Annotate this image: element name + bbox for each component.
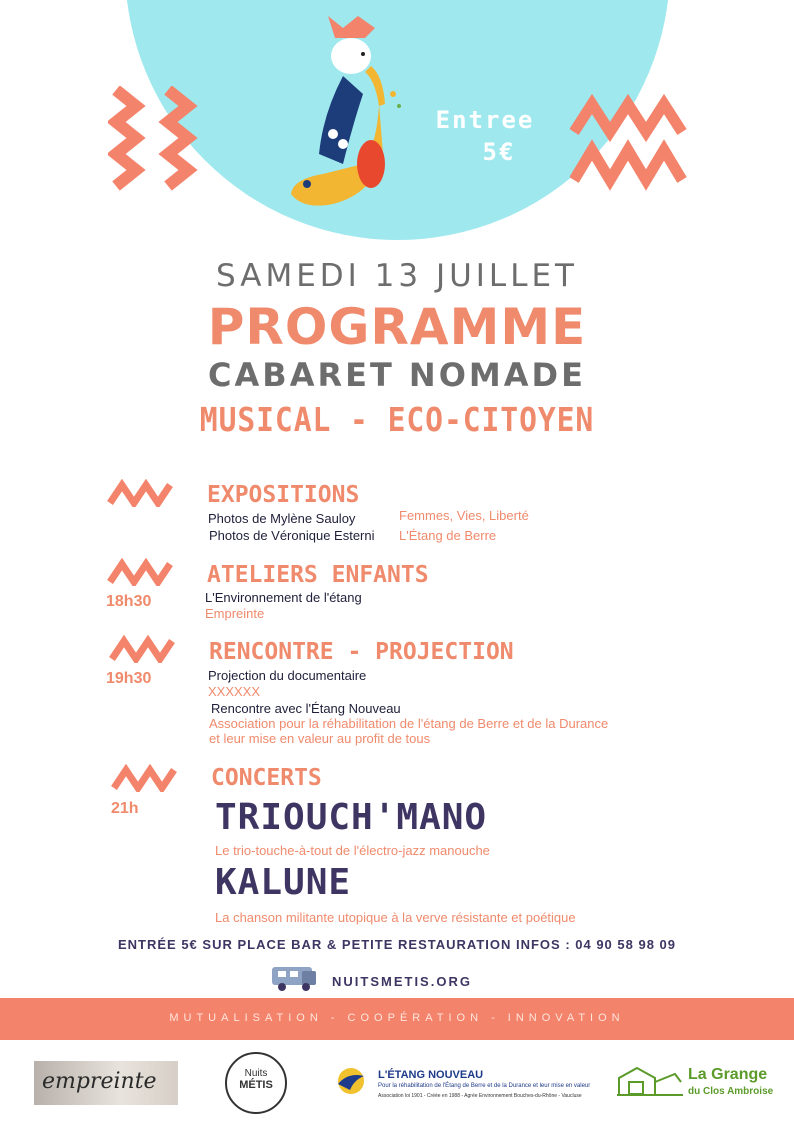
ateliers-line1: L'Environnement de l'étang (205, 590, 362, 605)
section-title-concerts: CONCERTS (211, 765, 322, 791)
section-title-ateliers: ATELIERS ENFANTS (207, 562, 429, 588)
ateliers-time: 18h30 (106, 593, 152, 610)
footer-band (0, 998, 794, 1040)
band-desc-triouchmano: Le trio-touche-à-tout de l'électro-jazz manouche (215, 843, 490, 858)
saxophone-player-illustration (283, 14, 413, 214)
entry-label: Entree (435, 106, 535, 134)
zigzag-marker-icon (111, 764, 181, 792)
rencontre-time: 19h30 (106, 670, 152, 687)
zigzag-right-decoration (570, 92, 690, 192)
zigzag-left-decoration (108, 86, 208, 198)
nuits-logo-line1: Nuits (244, 1068, 268, 1079)
nuits-logo-line2: MÉTIS (239, 1079, 273, 1091)
section-title-expositions: EXPOSITIONS (207, 482, 360, 508)
band-desc-kalune: La chanson militante utopique à la verve résistante et poétique (215, 910, 576, 925)
empreinte-logo-text: empreinte (42, 1069, 157, 1094)
etang-nouveau-title: L'ÉTANG NOUVEAU (378, 1069, 484, 1081)
zigzag-marker-icon (109, 635, 179, 663)
nuits-metis-logo (225, 1052, 287, 1114)
footer-tagline: MUTUALISATION - COOPÉRATION - INNOVATION (169, 1012, 625, 1024)
expo-line2-work: L'Étang de Berre (399, 528, 497, 543)
zigzag-marker-icon (107, 558, 177, 586)
etang-nouveau-bird-icon (334, 1066, 368, 1096)
expo-line2-author: Photos de Véronique Esterni (209, 528, 375, 543)
rencontre-line4: Association pour la réhabilitation de l'étang de Berre et de la Durance (209, 716, 609, 731)
rencontre-line3: Rencontre avec l'Étang Nouveau (211, 701, 401, 716)
expo-line1-work: Femmes, Vies, Liberté (399, 508, 529, 523)
grange-logo-subtitle: du Clos Ambroise (688, 1086, 774, 1097)
band-name-kalune: KALUNE (215, 862, 352, 903)
musical-subtitle: MUSICAL - ECO-CITOYEN (199, 400, 595, 439)
empreinte-logo (34, 1061, 178, 1105)
grange-barn-icon (615, 1064, 685, 1098)
section-title-rencontre: RENCONTRE - PROJECTION (209, 639, 514, 665)
etang-nouveau-subtitle: Pour la réhabilitation de l'Étang de Berre et de la Durance et leur mise en valeur (378, 1083, 591, 1089)
ateliers-line2: Empreinte (205, 606, 265, 621)
etang-nouveau-subtitle2: Association loi 1901 - Créée en 1988 - Agrée Environnement Bouches-du-Rhône - Vaucluse (378, 1093, 582, 1099)
website-link[interactable]: NUITSMETIS.ORG (332, 974, 472, 989)
event-date: SAMEDI 13 JUILLET (215, 258, 578, 294)
concerts-time: 21h (111, 800, 139, 817)
expo-line1-author: Photos de Mylène Sauloy (208, 511, 356, 526)
rencontre-line1: Projection du documentaire (208, 668, 367, 683)
programme-title: PROGRAMME (207, 298, 587, 356)
entry-price-badge (425, 104, 545, 168)
rencontre-line2: XXXXXX (208, 684, 261, 699)
van-icon (270, 963, 320, 993)
zigzag-marker-icon (107, 479, 177, 507)
rencontre-line5: et leur mise en valeur au profit de tous (209, 731, 431, 746)
grange-logo-title: La Grange (688, 1066, 768, 1083)
band-name-triouchmano: TRIOUCH'MANO (215, 797, 488, 838)
entry-price: 5€ (482, 138, 516, 166)
cabaret-title: CABARET NOMADE (208, 356, 586, 394)
practical-info: ENTRÉE 5€ SUR PLACE BAR & PETITE RESTAURATION INFOS : 04 90 58 98 09 (117, 937, 677, 952)
